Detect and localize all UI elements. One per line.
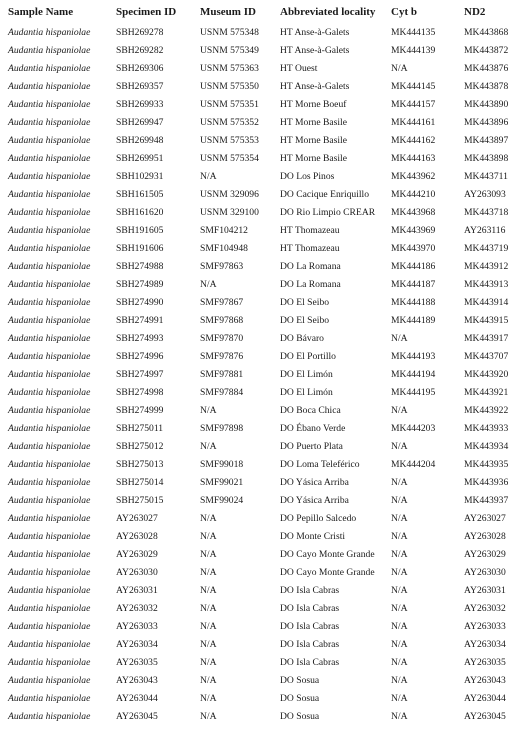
specimen-id-cell: SBH275011 bbox=[116, 423, 164, 434]
nd2-cell: AY263033 bbox=[464, 621, 506, 632]
locality-cell: DO Puerto Plata bbox=[280, 441, 343, 452]
locality-cell: HT Morne Basile bbox=[280, 153, 347, 164]
locality-cell: DO Sosua bbox=[280, 711, 320, 722]
sample-name-cell: Audantia hispaniolae bbox=[8, 117, 91, 128]
table-row bbox=[0, 492, 525, 510]
table-row bbox=[0, 348, 525, 366]
cyt-b-cell: N/A bbox=[391, 603, 408, 614]
table-row bbox=[0, 420, 525, 438]
sample-name-cell: Audantia hispaniolae bbox=[8, 459, 91, 470]
sample-name-cell: Audantia hispaniolae bbox=[8, 693, 91, 704]
locality-cell: HT Morne Boeuf bbox=[280, 99, 347, 110]
locality-cell: DO Pepillo Salcedo bbox=[280, 513, 357, 524]
museum-id-cell: SMF97870 bbox=[200, 333, 244, 344]
nd2-cell: MK443718 bbox=[464, 207, 509, 218]
nd2-cell: MK443898 bbox=[464, 153, 509, 164]
cyt-b-cell: N/A bbox=[391, 621, 408, 632]
nd2-cell: MK443912 bbox=[464, 261, 509, 272]
nd2-cell: AY263093 bbox=[464, 189, 506, 200]
sample-name-cell: Audantia hispaniolae bbox=[8, 63, 91, 74]
locality-cell: HT Anse-à-Galets bbox=[280, 27, 350, 38]
locality-cell: DO Isla Cabras bbox=[280, 621, 340, 632]
locality-cell: DO Isla Cabras bbox=[280, 585, 340, 596]
locality-cell: DO La Romana bbox=[280, 261, 341, 272]
cyt-b-cell: MK444161 bbox=[391, 117, 436, 128]
specimen-id-cell: SBH274997 bbox=[116, 369, 164, 380]
header-museum-id: Museum ID bbox=[200, 6, 256, 18]
cyt-b-cell: N/A bbox=[391, 639, 408, 650]
table-row bbox=[0, 384, 525, 402]
museum-id-cell: USNM 575353 bbox=[200, 135, 259, 146]
specimen-id-cell: SBH269951 bbox=[116, 153, 164, 164]
specimen-id-cell: AY263032 bbox=[116, 603, 158, 614]
specimen-id-cell: SBH269282 bbox=[116, 45, 164, 56]
sample-name-cell: Audantia hispaniolae bbox=[8, 639, 91, 650]
specimen-id-cell: AY263030 bbox=[116, 567, 158, 578]
table-row bbox=[0, 24, 525, 42]
museum-id-cell: SMF97876 bbox=[200, 351, 244, 362]
locality-cell: DO Sosua bbox=[280, 675, 320, 686]
sample-name-cell: Audantia hispaniolae bbox=[8, 567, 91, 578]
specimen-id-cell: AY263034 bbox=[116, 639, 158, 650]
table-row bbox=[0, 708, 525, 726]
nd2-cell: AY263032 bbox=[464, 603, 506, 614]
museum-id-cell: N/A bbox=[200, 279, 217, 290]
nd2-cell: AY263028 bbox=[464, 531, 506, 542]
cyt-b-cell: MK444189 bbox=[391, 315, 436, 326]
cyt-b-cell: MK443962 bbox=[391, 171, 436, 182]
locality-cell: DO Yásica Arriba bbox=[280, 495, 349, 506]
nd2-cell: MK443917 bbox=[464, 333, 509, 344]
specimen-id-cell: SBH191605 bbox=[116, 225, 164, 236]
table-header-row bbox=[0, 0, 525, 24]
museum-id-cell: N/A bbox=[200, 675, 217, 686]
table-row bbox=[0, 456, 525, 474]
museum-id-cell: USNM 575352 bbox=[200, 117, 259, 128]
sample-name-cell: Audantia hispaniolae bbox=[8, 45, 91, 56]
cyt-b-cell: N/A bbox=[391, 63, 408, 74]
locality-cell: HT Anse-à-Galets bbox=[280, 45, 350, 56]
sample-name-cell: Audantia hispaniolae bbox=[8, 261, 91, 272]
museum-id-cell: SMF97898 bbox=[200, 423, 244, 434]
cyt-b-cell: MK444188 bbox=[391, 297, 436, 308]
museum-id-cell: USNM 329096 bbox=[200, 189, 259, 200]
museum-id-cell: SMF97884 bbox=[200, 387, 244, 398]
museum-id-cell: N/A bbox=[200, 711, 217, 722]
cyt-b-cell: MK444187 bbox=[391, 279, 436, 290]
nd2-cell: AY263034 bbox=[464, 639, 506, 650]
locality-cell: HT Morne Basile bbox=[280, 117, 347, 128]
nd2-cell: MK443890 bbox=[464, 99, 509, 110]
sample-name-cell: Audantia hispaniolae bbox=[8, 441, 91, 452]
nd2-cell: MK443868 bbox=[464, 27, 509, 38]
sample-name-cell: Audantia hispaniolae bbox=[8, 513, 91, 524]
sample-name-cell: Audantia hispaniolae bbox=[8, 279, 91, 290]
locality-cell: DO Ébano Verde bbox=[280, 423, 346, 434]
museum-id-cell: N/A bbox=[200, 405, 217, 416]
header-nd2: ND2 bbox=[464, 6, 486, 18]
cyt-b-cell: MK444162 bbox=[391, 135, 436, 146]
cyt-b-cell: N/A bbox=[391, 477, 408, 488]
specimen-id-cell: AY263035 bbox=[116, 657, 158, 668]
table-row bbox=[0, 672, 525, 690]
table-row bbox=[0, 60, 525, 78]
museum-id-cell: SMF97868 bbox=[200, 315, 244, 326]
museum-id-cell: SMF99024 bbox=[200, 495, 244, 506]
specimen-id-cell: SBH274988 bbox=[116, 261, 164, 272]
locality-cell: DO El Limón bbox=[280, 387, 333, 398]
museum-id-cell: N/A bbox=[200, 531, 217, 542]
specimen-id-cell: SBH102931 bbox=[116, 171, 164, 182]
cyt-b-cell: MK444193 bbox=[391, 351, 436, 362]
table-row bbox=[0, 222, 525, 240]
locality-cell: DO El Portillo bbox=[280, 351, 336, 362]
specimen-id-cell: SBH274996 bbox=[116, 351, 164, 362]
cyt-b-cell: MK443968 bbox=[391, 207, 436, 218]
sample-name-cell: Audantia hispaniolae bbox=[8, 333, 91, 344]
locality-cell: DO Yásica Arriba bbox=[280, 477, 349, 488]
specimen-id-cell: SBH274990 bbox=[116, 297, 164, 308]
locality-cell: DO Los Pinos bbox=[280, 171, 335, 182]
specimen-id-cell: SBH269357 bbox=[116, 81, 164, 92]
table-row bbox=[0, 258, 525, 276]
nd2-cell: MK443922 bbox=[464, 405, 509, 416]
museum-id-cell: SMF97881 bbox=[200, 369, 244, 380]
nd2-cell: MK443937 bbox=[464, 495, 509, 506]
cyt-b-cell: N/A bbox=[391, 531, 408, 542]
locality-cell: DO El Limón bbox=[280, 369, 333, 380]
locality-cell: DO Boca Chica bbox=[280, 405, 341, 416]
locality-cell: DO Monte Cristi bbox=[280, 531, 346, 542]
table-row bbox=[0, 474, 525, 492]
nd2-cell: MK443707 bbox=[464, 351, 509, 362]
cyt-b-cell: N/A bbox=[391, 657, 408, 668]
museum-id-cell: USNM 575348 bbox=[200, 27, 259, 38]
cyt-b-cell: MK444135 bbox=[391, 27, 436, 38]
table-row bbox=[0, 654, 525, 672]
cyt-b-cell: MK444163 bbox=[391, 153, 436, 164]
specimen-id-cell: SBH191606 bbox=[116, 243, 164, 254]
museum-id-cell: N/A bbox=[200, 441, 217, 452]
nd2-cell: MK443872 bbox=[464, 45, 509, 56]
cyt-b-cell: MK444186 bbox=[391, 261, 436, 272]
table-row bbox=[0, 276, 525, 294]
table-row bbox=[0, 186, 525, 204]
sample-name-cell: Audantia hispaniolae bbox=[8, 657, 91, 668]
locality-cell: DO El Seibo bbox=[280, 315, 330, 326]
cyt-b-cell: N/A bbox=[391, 495, 408, 506]
sample-name-cell: Audantia hispaniolae bbox=[8, 675, 91, 686]
sample-name-cell: Audantia hispaniolae bbox=[8, 171, 91, 182]
locality-cell: HT Thomazeau bbox=[280, 243, 340, 254]
nd2-cell: MK443921 bbox=[464, 387, 509, 398]
specimen-id-cell: SBH269306 bbox=[116, 63, 164, 74]
table-row bbox=[0, 636, 525, 654]
museum-id-cell: N/A bbox=[200, 657, 217, 668]
specimen-id-cell: SBH275013 bbox=[116, 459, 164, 470]
cyt-b-cell: MK444145 bbox=[391, 81, 436, 92]
locality-cell: DO Bávaro bbox=[280, 333, 324, 344]
sample-name-cell: Audantia hispaniolae bbox=[8, 423, 91, 434]
sample-name-cell: Audantia hispaniolae bbox=[8, 405, 91, 416]
museum-id-cell: SMF104948 bbox=[200, 243, 248, 254]
header-cyt-b: Cyt b bbox=[391, 6, 417, 18]
locality-cell: DO Rio Limpio CREAR bbox=[280, 207, 376, 218]
museum-id-cell: N/A bbox=[200, 513, 217, 524]
table-row bbox=[0, 312, 525, 330]
sample-name-cell: Audantia hispaniolae bbox=[8, 711, 91, 722]
cyt-b-cell: MK444195 bbox=[391, 387, 436, 398]
table-row bbox=[0, 330, 525, 348]
locality-cell: DO Cayo Monte Grande bbox=[280, 567, 375, 578]
table-row bbox=[0, 510, 525, 528]
sample-name-cell: Audantia hispaniolae bbox=[8, 27, 91, 38]
sample-name-cell: Audantia hispaniolae bbox=[8, 531, 91, 542]
table-row bbox=[0, 240, 525, 258]
museum-id-cell: N/A bbox=[200, 567, 217, 578]
nd2-cell: MK443897 bbox=[464, 135, 509, 146]
nd2-cell: MK443920 bbox=[464, 369, 509, 380]
table-row bbox=[0, 96, 525, 114]
sample-name-cell: Audantia hispaniolae bbox=[8, 153, 91, 164]
nd2-cell: MK443936 bbox=[464, 477, 509, 488]
museum-id-cell: USNM 329100 bbox=[200, 207, 259, 218]
specimen-id-cell: AY263043 bbox=[116, 675, 158, 686]
specimen-id-cell: AY263045 bbox=[116, 711, 158, 722]
cyt-b-cell: N/A bbox=[391, 441, 408, 452]
museum-id-cell: SMF97867 bbox=[200, 297, 244, 308]
cyt-b-cell: MK443969 bbox=[391, 225, 436, 236]
specimen-id-cell: SBH275014 bbox=[116, 477, 164, 488]
cyt-b-cell: N/A bbox=[391, 693, 408, 704]
sample-name-cell: Audantia hispaniolae bbox=[8, 225, 91, 236]
header-abbreviated-locality: Abbreviated locality bbox=[280, 6, 376, 18]
sample-name-cell: Audantia hispaniolae bbox=[8, 477, 91, 488]
table-row bbox=[0, 618, 525, 636]
sample-name-cell: Audantia hispaniolae bbox=[8, 297, 91, 308]
nd2-cell: AY263030 bbox=[464, 567, 506, 578]
specimen-id-cell: SBH269948 bbox=[116, 135, 164, 146]
museum-id-cell: N/A bbox=[200, 639, 217, 650]
sample-name-cell: Audantia hispaniolae bbox=[8, 495, 91, 506]
locality-cell: DO Isla Cabras bbox=[280, 657, 340, 668]
specimen-id-cell: SBH274999 bbox=[116, 405, 164, 416]
cyt-b-cell: N/A bbox=[391, 333, 408, 344]
sample-name-cell: Audantia hispaniolae bbox=[8, 603, 91, 614]
specimen-id-cell: AY263044 bbox=[116, 693, 158, 704]
museum-id-cell: SMF104212 bbox=[200, 225, 248, 236]
table-row bbox=[0, 528, 525, 546]
table-row bbox=[0, 600, 525, 618]
cyt-b-cell: N/A bbox=[391, 549, 408, 560]
nd2-cell: MK443913 bbox=[464, 279, 509, 290]
nd2-cell: MK443934 bbox=[464, 441, 509, 452]
table-row bbox=[0, 150, 525, 168]
cyt-b-cell: MK444210 bbox=[391, 189, 436, 200]
nd2-cell: AY263044 bbox=[464, 693, 506, 704]
table-row bbox=[0, 204, 525, 222]
cyt-b-cell: MK444203 bbox=[391, 423, 436, 434]
nd2-cell: AY263035 bbox=[464, 657, 506, 668]
cyt-b-cell: N/A bbox=[391, 585, 408, 596]
nd2-cell: MK443935 bbox=[464, 459, 509, 470]
museum-id-cell: SMF97863 bbox=[200, 261, 244, 272]
museum-id-cell: USNM 575363 bbox=[200, 63, 259, 74]
locality-cell: HT Anse-à-Galets bbox=[280, 81, 350, 92]
museum-id-cell: USNM 575350 bbox=[200, 81, 259, 92]
cyt-b-cell: N/A bbox=[391, 513, 408, 524]
specimen-id-cell: SBH274991 bbox=[116, 315, 164, 326]
sample-name-cell: Audantia hispaniolae bbox=[8, 351, 91, 362]
nd2-cell: MK443878 bbox=[464, 81, 509, 92]
table-row bbox=[0, 366, 525, 384]
sample-name-cell: Audantia hispaniolae bbox=[8, 189, 91, 200]
museum-id-cell: N/A bbox=[200, 585, 217, 596]
locality-cell: DO Isla Cabras bbox=[280, 603, 340, 614]
nd2-cell: AY263027 bbox=[464, 513, 506, 524]
museum-id-cell: USNM 575351 bbox=[200, 99, 259, 110]
museum-id-cell: N/A bbox=[200, 549, 217, 560]
specimen-id-cell: SBH269278 bbox=[116, 27, 164, 38]
nd2-cell: MK443896 bbox=[464, 117, 509, 128]
sample-name-cell: Audantia hispaniolae bbox=[8, 99, 91, 110]
nd2-cell: MK443876 bbox=[464, 63, 509, 74]
specimen-id-cell: SBH274998 bbox=[116, 387, 164, 398]
specimen-id-cell: AY263031 bbox=[116, 585, 158, 596]
locality-cell: HT Ouest bbox=[280, 63, 318, 74]
cyt-b-cell: MK443970 bbox=[391, 243, 436, 254]
cyt-b-cell: MK444204 bbox=[391, 459, 436, 470]
table-row bbox=[0, 564, 525, 582]
specimen-id-cell: AY263033 bbox=[116, 621, 158, 632]
locality-cell: DO El Seibo bbox=[280, 297, 330, 308]
nd2-cell: MK443915 bbox=[464, 315, 509, 326]
table-row bbox=[0, 438, 525, 456]
table-row bbox=[0, 690, 525, 708]
museum-id-cell: SMF99018 bbox=[200, 459, 244, 470]
nd2-cell: AY263045 bbox=[464, 711, 506, 722]
locality-cell: HT Morne Basile bbox=[280, 135, 347, 146]
specimen-id-cell: AY263027 bbox=[116, 513, 158, 524]
nd2-cell: AY263031 bbox=[464, 585, 506, 596]
header-specimen-id: Specimen ID bbox=[116, 6, 177, 18]
museum-id-cell: N/A bbox=[200, 603, 217, 614]
table-row bbox=[0, 294, 525, 312]
specimen-id-cell: SBH269947 bbox=[116, 117, 164, 128]
nd2-cell: MK443711 bbox=[464, 171, 508, 182]
sample-name-cell: Audantia hispaniolae bbox=[8, 621, 91, 632]
sample-name-cell: Audantia hispaniolae bbox=[8, 243, 91, 254]
sample-name-cell: Audantia hispaniolae bbox=[8, 135, 91, 146]
locality-cell: DO Cayo Monte Grande bbox=[280, 549, 375, 560]
header-sample-name: Sample Name bbox=[8, 6, 74, 18]
cyt-b-cell: MK444194 bbox=[391, 369, 436, 380]
specimen-id-cell: SBH274989 bbox=[116, 279, 164, 290]
museum-id-cell: N/A bbox=[200, 171, 217, 182]
table-row bbox=[0, 546, 525, 564]
nd2-cell: AY263029 bbox=[464, 549, 506, 560]
locality-cell: DO Loma Teleférico bbox=[280, 459, 360, 470]
specimen-id-cell: SBH275012 bbox=[116, 441, 164, 452]
sample-name-cell: Audantia hispaniolae bbox=[8, 387, 91, 398]
cyt-b-cell: MK444157 bbox=[391, 99, 436, 110]
museum-id-cell: USNM 575354 bbox=[200, 153, 259, 164]
specimen-id-cell: SBH275015 bbox=[116, 495, 164, 506]
museum-id-cell: USNM 575349 bbox=[200, 45, 259, 56]
table-row bbox=[0, 402, 525, 420]
sample-name-cell: Audantia hispaniolae bbox=[8, 81, 91, 92]
sample-name-cell: Audantia hispaniolae bbox=[8, 315, 91, 326]
nd2-cell: AY263116 bbox=[464, 225, 506, 236]
specimen-id-cell: AY263029 bbox=[116, 549, 158, 560]
specimen-id-cell: SBH161620 bbox=[116, 207, 164, 218]
cyt-b-cell: N/A bbox=[391, 675, 408, 686]
museum-id-cell: N/A bbox=[200, 693, 217, 704]
sample-name-cell: Audantia hispaniolae bbox=[8, 207, 91, 218]
cyt-b-cell: MK444139 bbox=[391, 45, 436, 56]
specimen-id-cell: SBH269933 bbox=[116, 99, 164, 110]
museum-id-cell: SMF99021 bbox=[200, 477, 244, 488]
table-row bbox=[0, 78, 525, 96]
sample-name-cell: Audantia hispaniolae bbox=[8, 369, 91, 380]
locality-cell: DO Isla Cabras bbox=[280, 639, 340, 650]
specimen-id-cell: SBH161505 bbox=[116, 189, 164, 200]
cyt-b-cell: N/A bbox=[391, 405, 408, 416]
museum-id-cell: N/A bbox=[200, 621, 217, 632]
sample-name-cell: Audantia hispaniolae bbox=[8, 585, 91, 596]
locality-cell: DO La Romana bbox=[280, 279, 341, 290]
locality-cell: DO Cacique Enriquillo bbox=[280, 189, 369, 200]
nd2-cell: MK443933 bbox=[464, 423, 509, 434]
nd2-cell: AY263043 bbox=[464, 675, 506, 686]
specimen-id-cell: SBH274993 bbox=[116, 333, 164, 344]
nd2-cell: MK443914 bbox=[464, 297, 509, 308]
specimen-id-cell: AY263028 bbox=[116, 531, 158, 542]
sample-name-cell: Audantia hispaniolae bbox=[8, 549, 91, 560]
table-row bbox=[0, 42, 525, 60]
cyt-b-cell: N/A bbox=[391, 711, 408, 722]
table-row bbox=[0, 132, 525, 150]
table-row bbox=[0, 582, 525, 600]
locality-cell: DO Sosua bbox=[280, 693, 320, 704]
locality-cell: HT Thomazeau bbox=[280, 225, 340, 236]
table-row bbox=[0, 114, 525, 132]
cyt-b-cell: N/A bbox=[391, 567, 408, 578]
table-body bbox=[0, 24, 525, 726]
table-row bbox=[0, 168, 525, 186]
nd2-cell: MK443719 bbox=[464, 243, 509, 254]
